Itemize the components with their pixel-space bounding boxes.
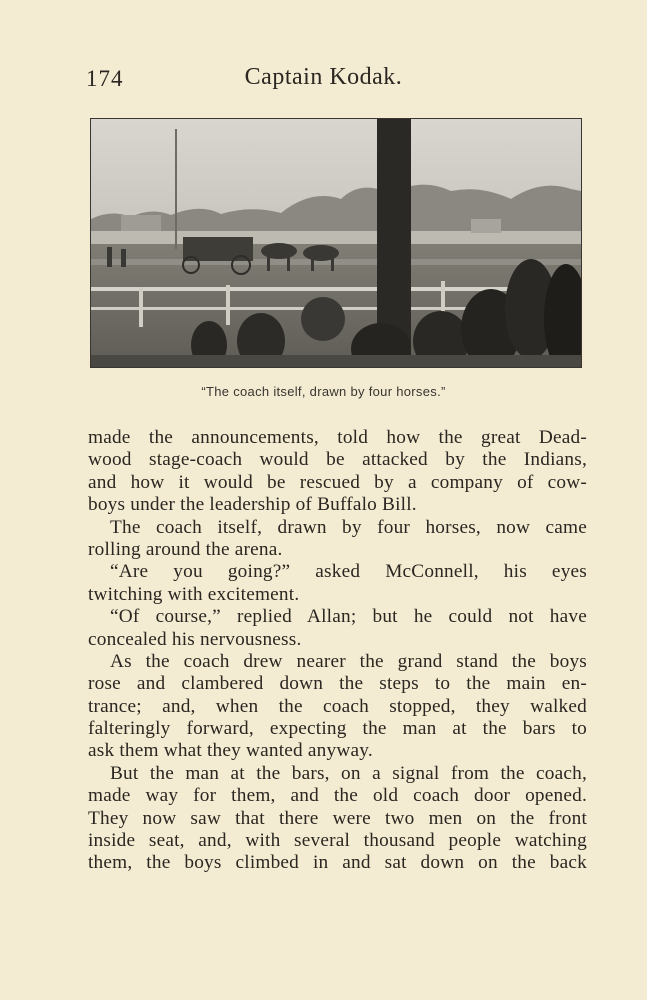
running-head: Captain Kodak.	[244, 64, 403, 90]
text-line: trance; and, when the coach stopped, they walked	[88, 695, 587, 717]
text-line: They now saw that there were two men on the front	[88, 807, 587, 829]
text-line: wood stage-coach would be attacked by the Indians,	[88, 449, 587, 471]
text-line: inside seat, and, with several thousand people watching	[88, 830, 587, 852]
body-text	[88, 427, 587, 875]
text-line: But the man at the bars, on a signal from the coach,	[110, 762, 587, 784]
text-line: concealed his nervousness.	[88, 628, 302, 650]
text-line: made the announcements, told how the great Dead-	[88, 427, 587, 448]
text-line: The coach itself, drawn by four horses, now came	[110, 516, 587, 538]
text-line: “Of course,” replied Allan; but he could not have	[110, 606, 587, 628]
text-line: boys under the leadership of Buffalo Bill.	[88, 494, 417, 516]
text-line: rolling around the arena.	[88, 538, 283, 560]
photograph	[90, 118, 582, 368]
page-number: 174	[86, 66, 124, 91]
text-line: twitching with excitement.	[88, 583, 300, 605]
text-line: made way for them, and the old coach door opened.	[88, 785, 587, 807]
photo-arena-scene	[91, 119, 581, 367]
text-line: rose and clambered down the steps to the main en-	[88, 673, 587, 695]
text-line: and how it would be rescued by a company of cow-	[88, 471, 587, 493]
text-line: “Are you going?” asked McConnell, his eyes	[110, 561, 587, 583]
text-line: them, the boys climbed in and sat down on the back	[88, 852, 587, 874]
text-line: ask them what they wanted anyway.	[88, 740, 373, 762]
text-line: falteringly forward, expecting the man at the bars to	[88, 718, 587, 740]
text-line: As the coach drew nearer the grand stand the boys	[110, 650, 587, 672]
figure-caption: “The coach itself, drawn by four horses.”	[201, 384, 446, 399]
